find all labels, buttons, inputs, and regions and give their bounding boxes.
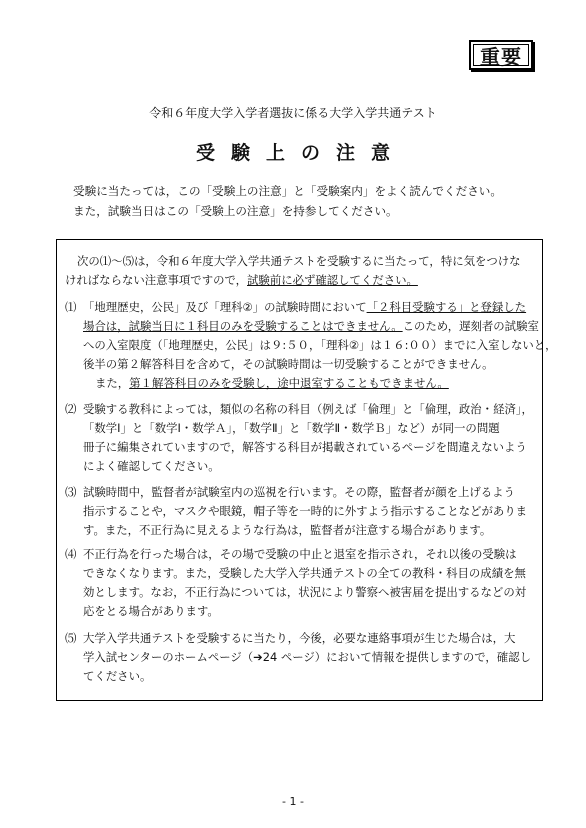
item-number: ⑴ — [65, 300, 77, 314]
item3-line-3: す。また，不正行為に見えるような行為は，監督者が注意する場合があります。 — [83, 523, 492, 537]
notice-item-4 — [65, 545, 543, 621]
item4-line-2: できなくなります。また，受験した大学入学共通テストの全ての教科・科目の成績を無 — [83, 566, 526, 580]
item4-line-3: 効とします。なお，不正行為については，状況により警察へ被害届を提出するなどの対 — [83, 585, 527, 599]
intro-line-1: 受験に当たっては，この「受験上の注意」と「受験案内」をよく読んでください。 — [73, 184, 502, 198]
item-number: ⑷ — [65, 547, 77, 561]
item-number: ⑶ — [65, 485, 77, 499]
item1-line-4: 後半の第２解答科目を含めて，その試験時間は一切受験することができません。 — [83, 357, 494, 371]
item1-line-5: また，第１解答科目のみを受験し，途中退室することもできません。 — [95, 376, 449, 390]
item4-line-1: ⑷ 不正行為を行った場合は，その場で受験の中止と退室を指示され，それ以後の受験は — [65, 545, 543, 564]
item2-line-4: によく確認してください。 — [83, 459, 220, 473]
page-title: 受験上の注意 — [195, 142, 406, 164]
item3-line-1: ⑶ 試験時間中，監督者が試験室内の巡視を行います。その際，監督者が顔を上げるよう — [65, 483, 543, 502]
lead-emphasis: 試験前に必ず確認してください。 — [247, 273, 418, 287]
notice-item-5 — [65, 629, 543, 686]
exam-subtitle: 令和６年度大学入学者選抜に係る大学入学共通テスト — [149, 106, 437, 120]
item3-line-2: 指示することや，マスクや眼鏡，帽子等を一時的に外すよう指示することなどがありま — [83, 504, 528, 518]
lead-line-2: ければならない注意事項ですので，試験前に必ず確認してください。 — [65, 273, 418, 287]
item2-line-2: 「数学Ⅰ」と「数学Ⅰ・数学Ａ」，「数学Ⅱ」と「数学Ⅱ・数学Ｂ」など）が同一の問題 — [83, 421, 500, 435]
notice-box — [56, 239, 557, 701]
badge-label: 重要 — [480, 45, 522, 69]
intro-line-2: また，試験当日はこの「受験上の注意」を持参してください。 — [73, 204, 398, 218]
badge-inner-border — [473, 44, 529, 66]
item5-line-3: てください。 — [83, 669, 152, 683]
item5-line-1: ⑸ 大学入学共通テストを受験するに当たり，今後，必要な連絡事項が生じた場合は，大 — [65, 629, 543, 648]
item2-line-3: 冊子に編集されていますので，解答する科目が掲載されているページを間違えないよう — [83, 440, 527, 454]
notice-item-2 — [65, 400, 543, 476]
lead-paragraph — [65, 252, 543, 290]
notice-item-3 — [65, 483, 543, 540]
item5-line-2: 学入試センターのホームページ（➔24 ページ）において情報を提供しますので，確認し — [83, 650, 531, 664]
item1-line-3: への入室限度（「地理歴史，公民」は９:５０，「理科②」は１６:００）までに入室しないと， — [83, 338, 557, 352]
item-number: ⑵ — [65, 402, 77, 416]
intro-text — [73, 181, 543, 221]
page-number: - 1 - — [282, 795, 304, 808]
item1-line-2: 場合は，試験当日に１科目のみを受験することはできません。このため，遅刻者の試験室 — [83, 319, 539, 333]
item4-line-4: 応をとる場合があります。 — [83, 604, 219, 618]
item-number: ⑸ — [65, 631, 77, 645]
important-badge — [469, 40, 533, 70]
notice-item-1 — [65, 298, 557, 393]
lead-line-1: 次の⑴〜⑸は，令和６年度大学入学共通テストを受験するに当たって，特に気をつけな — [77, 254, 521, 268]
item1-line-1: ⑴ 「地理歴史，公民」及び「理科②」の試験時間において「２科目受験する」と登録した — [65, 298, 543, 317]
item2-line-1: ⑵ 受験する教科によっては，類似の名称の科目（例えば「倫理」と「倫理，政治・経済」， — [65, 400, 543, 419]
